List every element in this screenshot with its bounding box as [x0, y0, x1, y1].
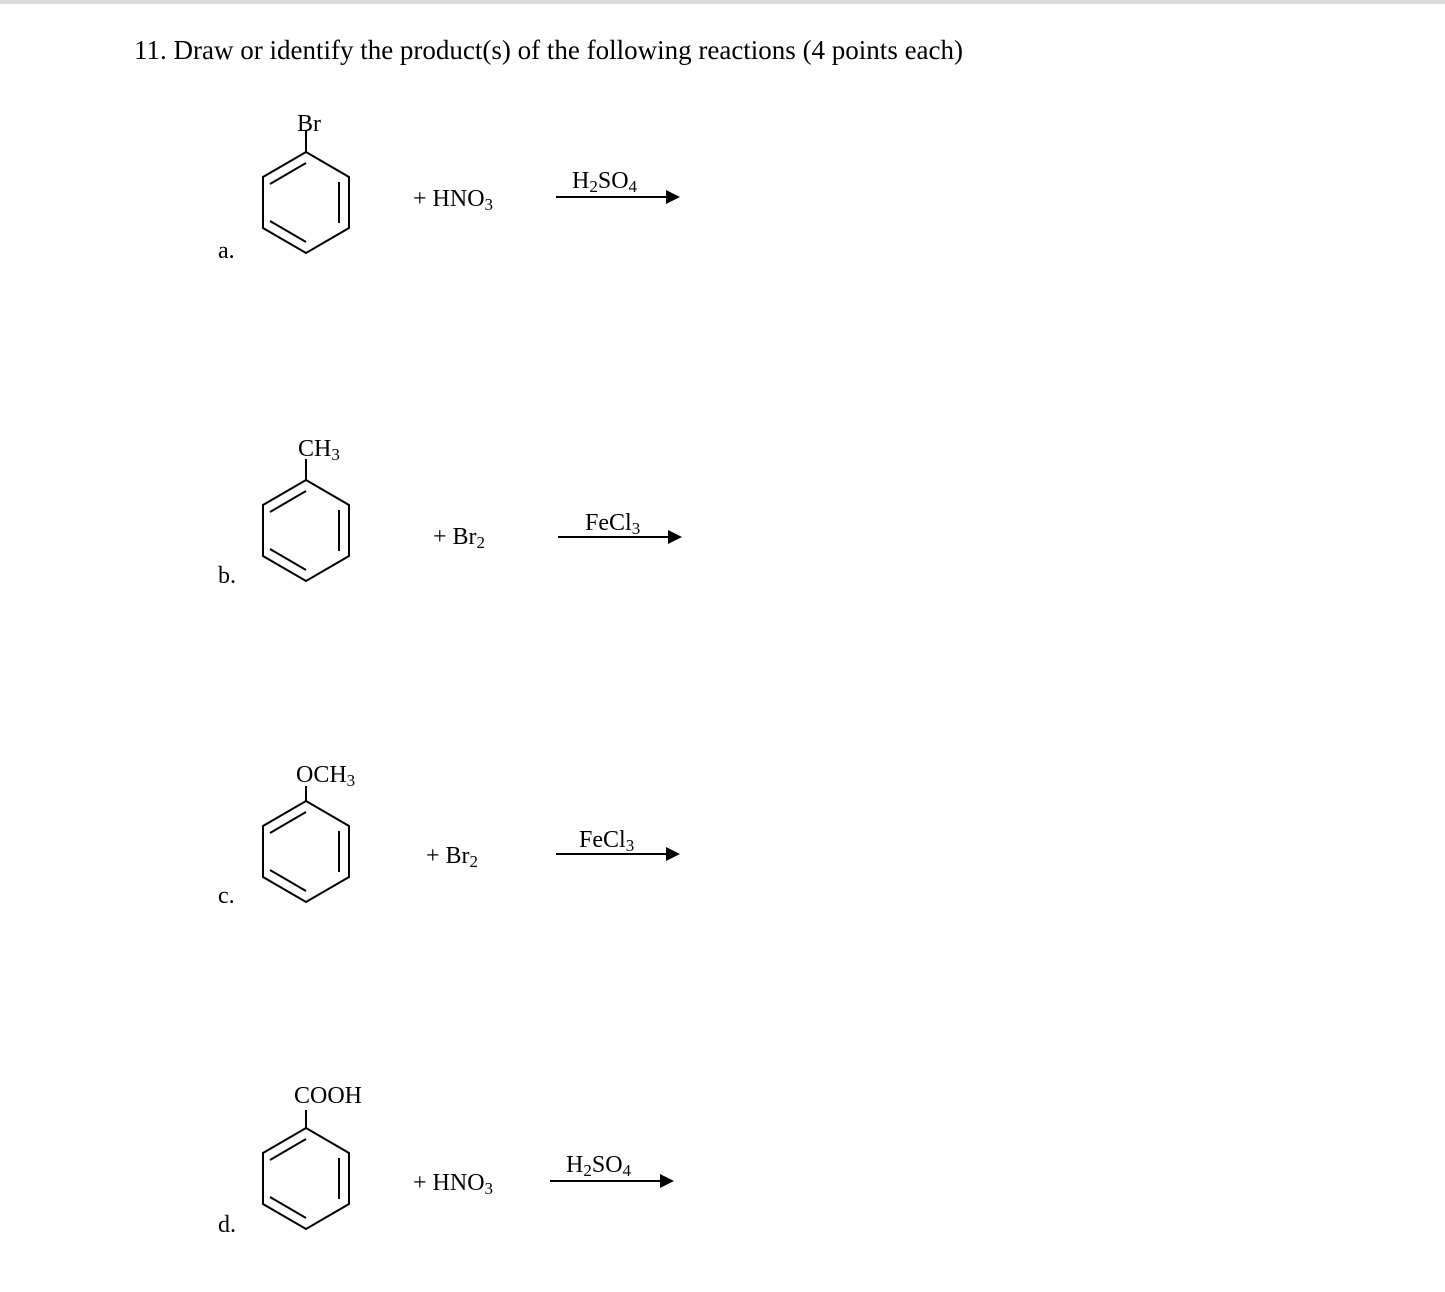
reaction-label: a.: [218, 238, 235, 264]
substituent-label: CH3: [298, 436, 340, 464]
reaction-label: b.: [218, 563, 236, 589]
catalyst-label: H2SO4: [566, 1152, 632, 1180]
reaction-c: [218, 762, 680, 909]
benzene-ring-icon: [263, 786, 349, 902]
benzene-ring-icon: [263, 459, 349, 581]
reaction-label: d.: [218, 1212, 236, 1238]
catalyst-label: H2SO4: [572, 168, 638, 196]
substituent-label: Br: [297, 111, 321, 137]
reagent-label: + HNO3: [413, 186, 494, 214]
reaction-label: c.: [218, 883, 235, 909]
question-text: Draw or identify the product(s) of the following reactions (4 points each): [173, 35, 964, 65]
benzene-ring-icon: [263, 1110, 349, 1229]
catalyst-label: FeCl3: [585, 510, 641, 538]
question-number: 11.: [134, 35, 167, 65]
reagent-label: + Br2: [433, 524, 486, 552]
substituent-label: COOH: [294, 1083, 363, 1109]
benzene-ring-icon: [263, 130, 349, 253]
reaction-a: [218, 111, 680, 264]
substituent-label: OCH3: [296, 762, 356, 790]
reagent-label: + Br2: [426, 843, 479, 871]
reaction-b: [218, 436, 682, 589]
reaction-d: [218, 1083, 674, 1238]
catalyst-label: FeCl3: [579, 827, 635, 855]
reagent-label: + HNO3: [413, 1170, 494, 1198]
